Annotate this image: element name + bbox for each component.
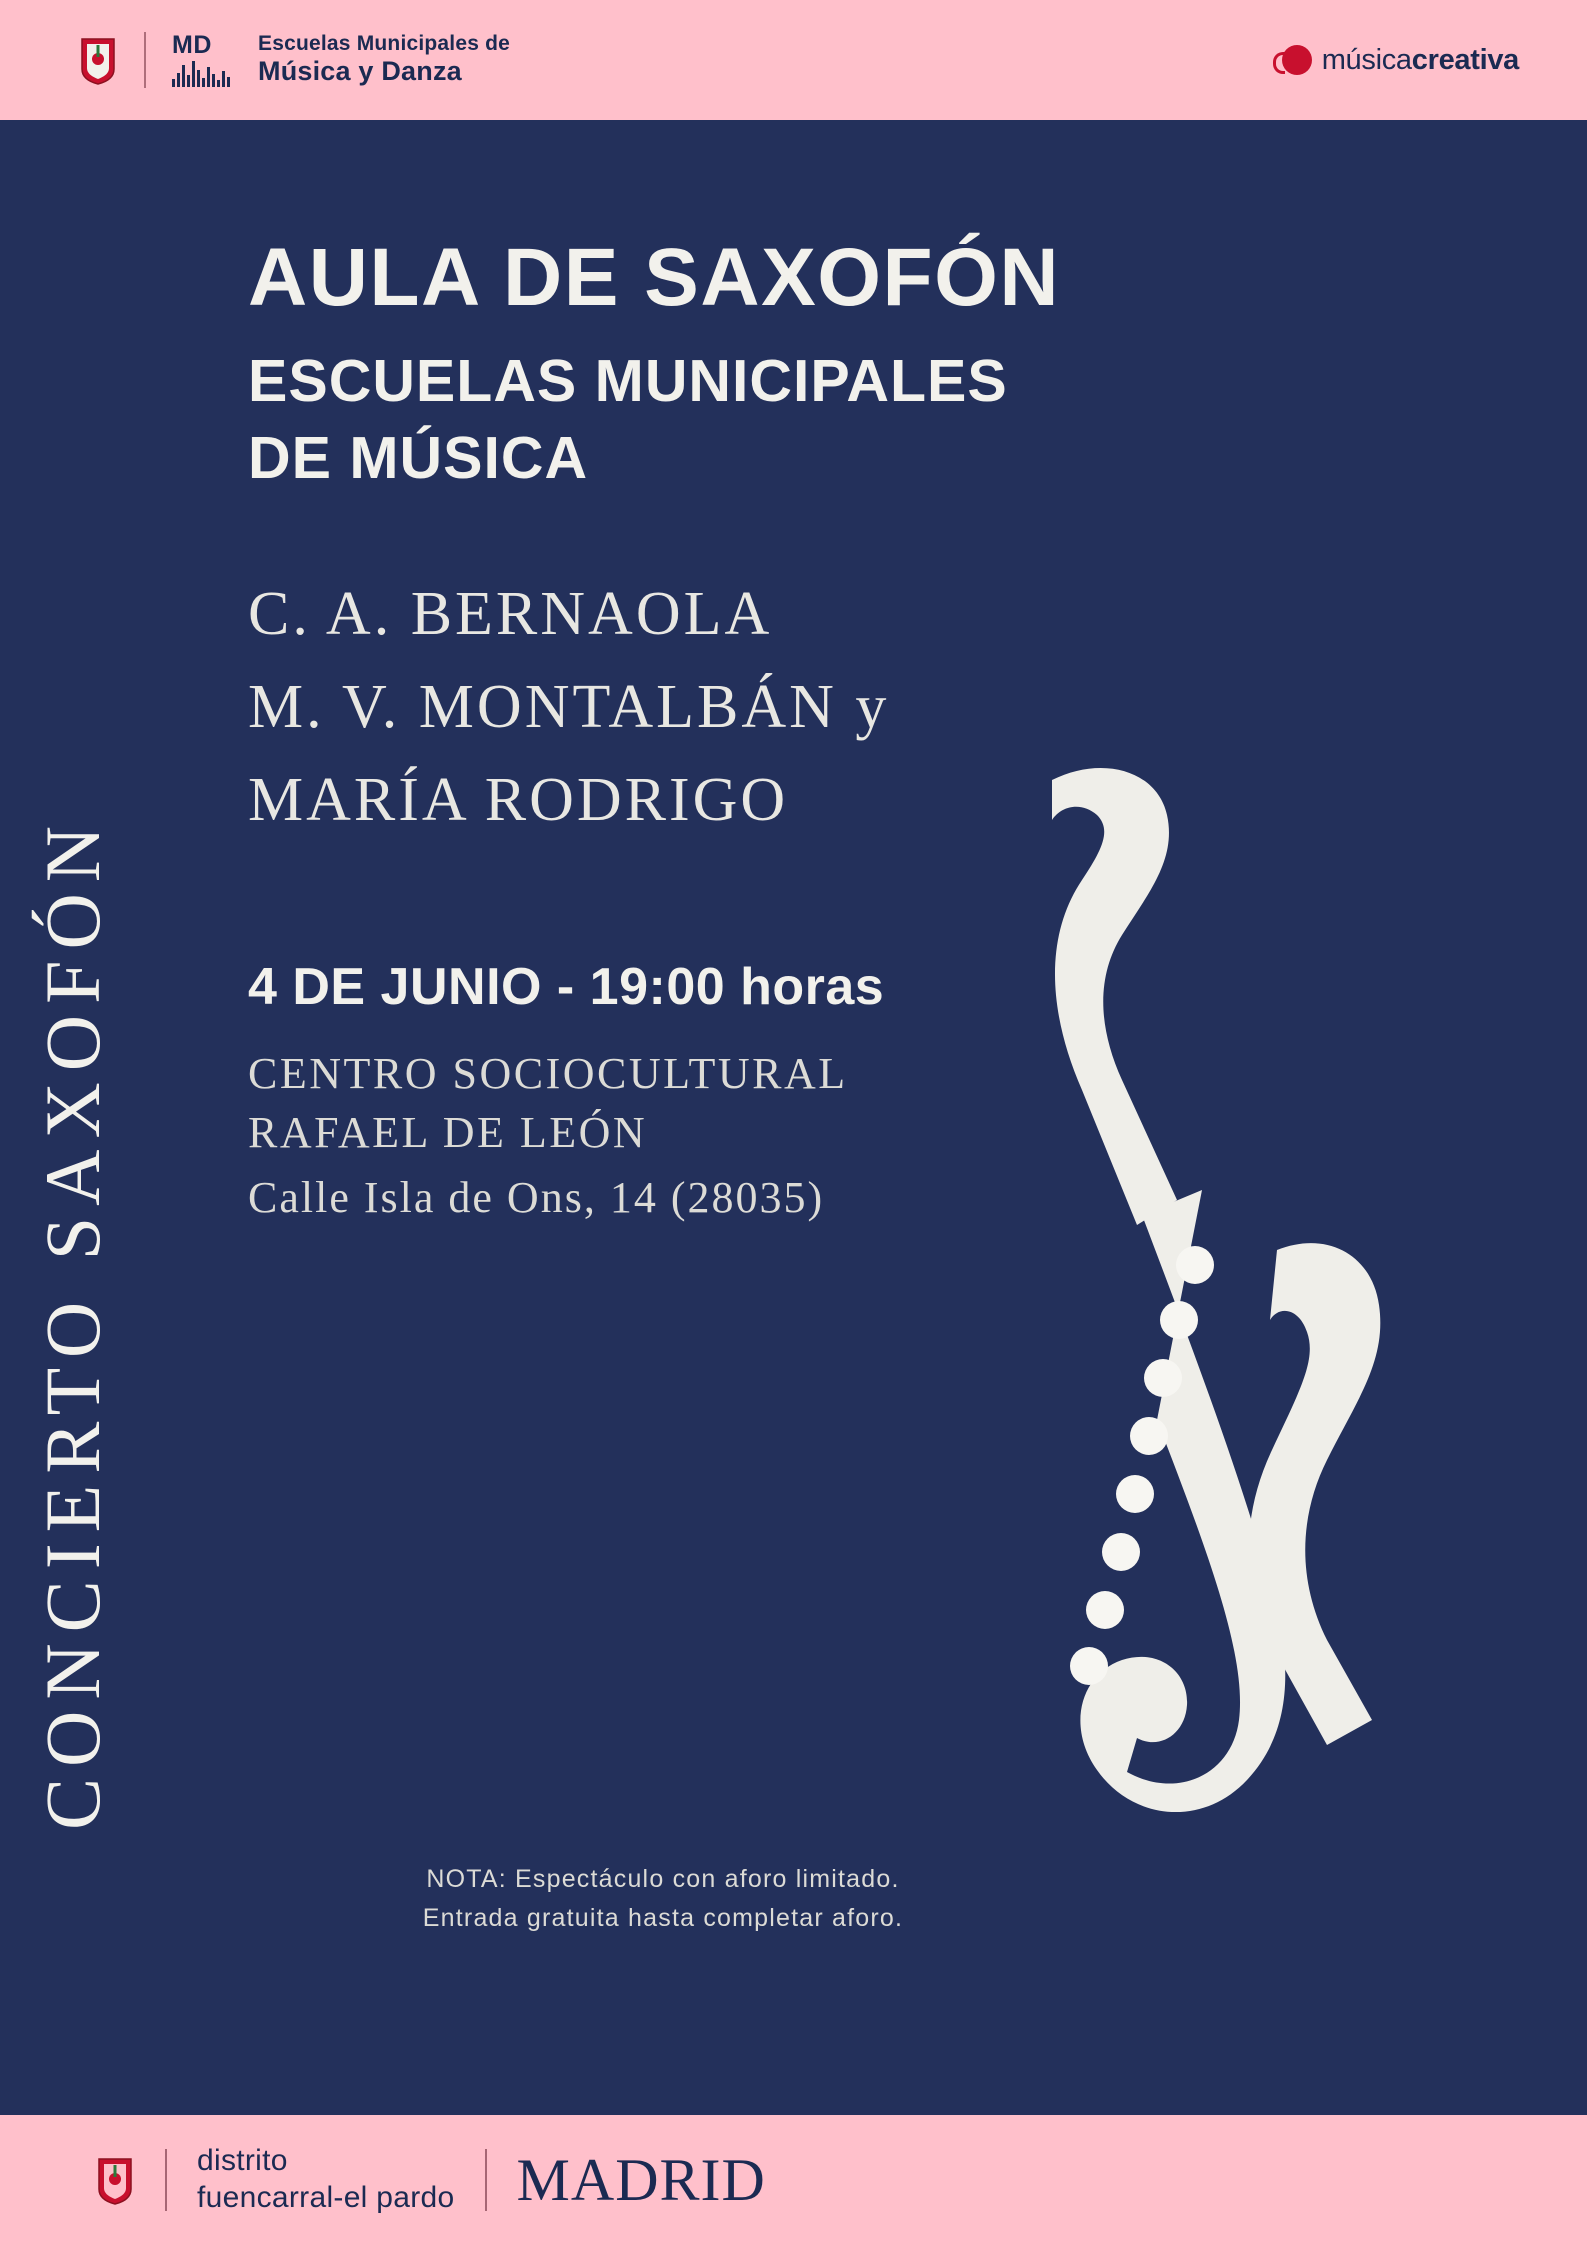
capacity-note-line2: Entrada gratuita hasta completar aforo. bbox=[422, 1903, 904, 1932]
organisation-name bbox=[258, 32, 510, 89]
composers-list bbox=[248, 568, 1348, 847]
venue-name bbox=[248, 1045, 1348, 1161]
header-left-logos bbox=[78, 32, 510, 89]
composer-item: MARÍA RODRIGO bbox=[248, 766, 789, 835]
district-name-line1: distrito bbox=[197, 2144, 288, 2178]
subtitle-line2: DE MÚSICA bbox=[248, 424, 589, 491]
composer-item: M. V. MONTALBÁN y bbox=[248, 673, 890, 742]
footer-logos bbox=[95, 2143, 766, 2216]
capacity-note-line1: NOTA: Espectáculo con aforo limitado. bbox=[426, 1865, 900, 1893]
musica-creativa-logo-icon bbox=[1282, 45, 1312, 75]
md-monogram: MD bbox=[172, 31, 212, 59]
sponsor-name bbox=[1322, 44, 1519, 77]
page-title: AULA DE SAXOFÓN bbox=[248, 232, 1061, 323]
header-bar bbox=[0, 0, 1587, 120]
organisation-name-line1: Escuelas Municipales de bbox=[258, 31, 511, 55]
header-divider bbox=[144, 32, 146, 88]
city-name: MADRID bbox=[516, 2146, 766, 2213]
sponsor-name-bold: creativa bbox=[1411, 43, 1519, 76]
venue-name-line1: CENTRO SOCIOCULTURAL bbox=[248, 1049, 848, 1099]
footer-divider-1 bbox=[165, 2149, 167, 2211]
composer-item: C. A. BERNAOLA bbox=[248, 580, 773, 649]
poster-main-content bbox=[248, 232, 1348, 1223]
sponsor-name-light: música bbox=[1321, 43, 1412, 76]
footer-bar bbox=[0, 2115, 1587, 2245]
venue-name-line2: RAFAEL DE LEÓN bbox=[248, 1107, 648, 1157]
organisation-name-line2: Música y Danza bbox=[258, 56, 462, 87]
event-date-time: 4 DE JUNIO - 19:00 horas bbox=[248, 958, 885, 1017]
venue-address: Calle Isla de Ons, 14 (28035) bbox=[248, 1172, 825, 1222]
footer-divider-2 bbox=[485, 2149, 487, 2211]
capacity-note bbox=[248, 1860, 1078, 1938]
district-name bbox=[197, 2143, 455, 2216]
district-name-line2: fuencarral-el pardo bbox=[197, 2181, 455, 2214]
vertical-concert-title: CONCIERTO SAXOFÓN bbox=[29, 814, 116, 1830]
madrid-coat-of-arms-icon bbox=[95, 2155, 135, 2205]
sponsor-logo bbox=[1282, 44, 1519, 77]
md-logo bbox=[172, 33, 232, 87]
subtitle-line1: ESCUELAS MUNICIPALES bbox=[248, 348, 1008, 415]
madrid-coat-of-arms-icon bbox=[78, 35, 118, 85]
audio-waveform-icon bbox=[172, 61, 232, 87]
